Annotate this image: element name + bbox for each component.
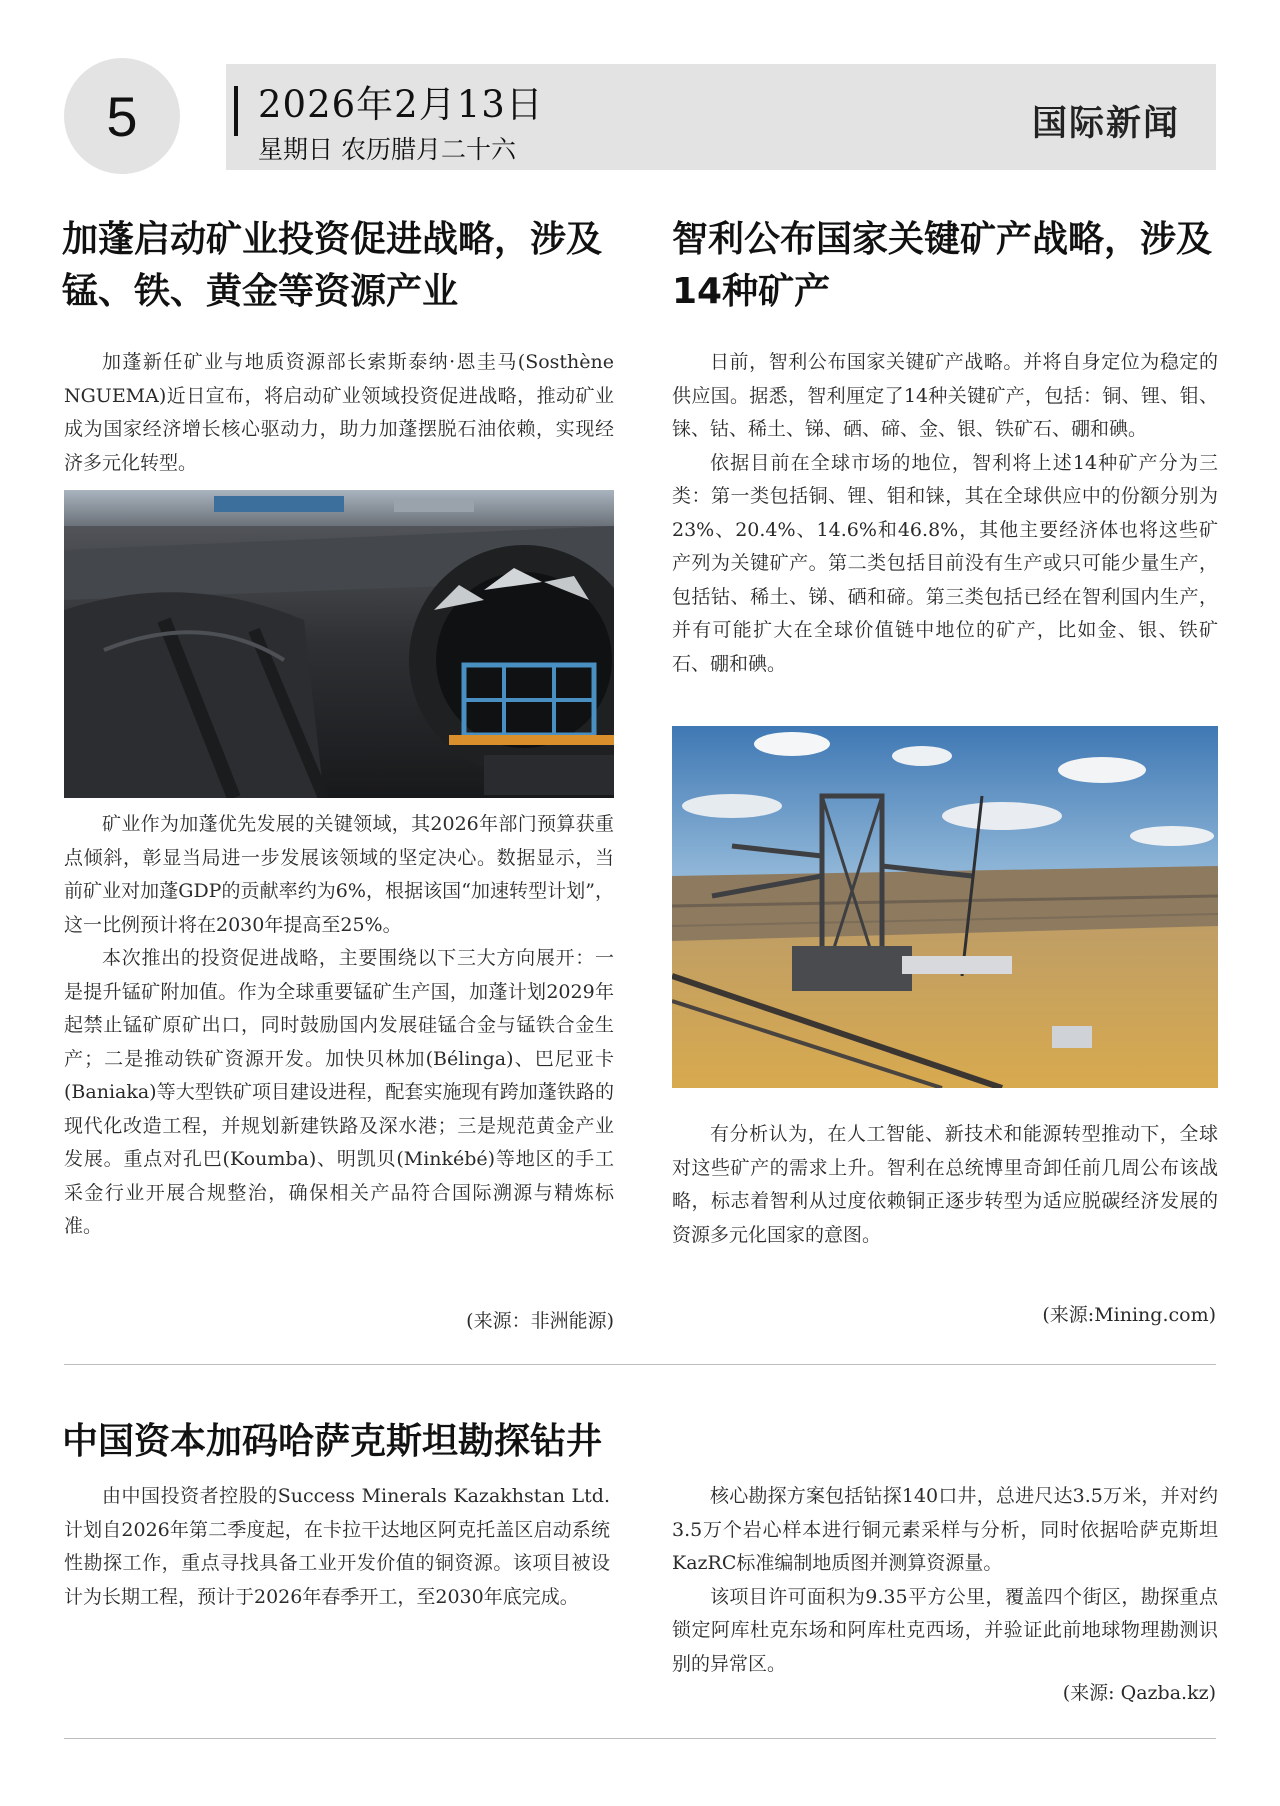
article3-body-left [64,1480,610,1614]
bottom-divider [64,1738,1216,1739]
article1-body-bottom [64,808,614,1244]
article2-paragraph-1: 日前，智利公布国家关键矿产战略。并将自身定位为稳定的供应国。据悉，智利厘定了14种关键矿产，包括：铜、锂、钼、铼、钴、稀土、锑、硒、碲、金、银、铁矿石、硼和碘。 [672,351,1218,440]
issue-date: 2026年2月13日 [258,83,544,126]
article1-paragraph-3: 本次推出的投资促进战略，主要围绕以下三大方向展开：一是提升锰矿附加值。作为全球重要锰矿生产国，加蓬计划2029年起禁止锰矿原矿出口，同时鼓励国内发展硅锰合金与锰铁合金生产；二是推动铁矿资源开发。加快贝林加(Bélinga)、巴尼亚卡(Baniaka)等大型铁矿项目建设进程，配套实施现有跨加蓬铁路的现代化改造工程，并规划新建铁路及深水港；三是规范黄金产业发展。重点对孔巴(Koumba)、明凯贝(Minkébé)等地区的手工采金行业开展合规整治，确保相关产品符合国际溯源与精炼标准。 [64,947,614,1237]
article2-paragraph-3: 有分析认为，在人工智能、新技术和能源转型推动下，全球对这些矿产的需求上升。智利在总统博里奇卸任前几周公布该战略，标志着智利从过度依赖铜正逐步转型为适应脱碳经济发展的资源多元化国家的意图。 [672,1123,1218,1246]
article2-headline-line1: 智利公布国家关键矿产战略，涉及 [672,219,1213,260]
article1-paragraph-2: 矿业作为加蓬优先发展的关键领域，其2026年部门预算获重点倾斜，彰显当局进一步发展该领域的坚定决心。数据显示，当前矿业对加蓬GDP的贡献率约为6%，根据该国“加速转型计划”，这一比例预计将在2030年提高至25%。 [64,813,614,936]
weekday-lunar-date: 星期日 农历腊月二十六 [258,135,516,164]
article1-headline-line2: 锰、铁、黄金等资源产业 [62,271,459,312]
article3-paragraph-3: 该项目许可面积为9.35平方公里，覆盖四个街区，勘探重点锁定阿库杜克东场和阿库杜克西场，并验证此前地球物理勘测识别的异常区。 [672,1585,1218,1675]
section-title: 国际新闻 [1031,104,1180,144]
open-pit-mine-photo [672,726,1218,1088]
article1-paragraph-1: 加蓬新任矿业与地质资源部长索斯泰纳·恩圭马(Sosthène NGUEMA)近日宣布，将启动矿业领域投资促进战略，推动矿业成为国家经济增长核心驱动力，助力加蓬摆脱石油依赖，实现经济多元化转型。 [64,351,614,474]
page-number: 5 [106,84,138,148]
article2-body-top [672,346,1218,681]
mine-excavator-photo [64,490,614,798]
article3-paragraph-2: 核心勘探方案包括钻探140口井，总进尺达3.5万米，并对约3.5万个岩心样本进行铜元素采样与分析，同时依据哈萨克斯坦KazRC标准编制地质图并测算资源量。 [672,1485,1218,1574]
header-divider [234,86,238,136]
article1-body-top [64,346,614,480]
article2-body-bottom [672,1118,1218,1252]
article1-headline-line1: 加蓬启动矿业投资促进战略，涉及 [62,219,603,260]
article3-source: (来源: Qazba.kz) [1062,1682,1216,1704]
article2-paragraph-2: 依据目前在全球市场的地位，智利将上述14种矿产分为三类：第一类包括铜、锂、钼和铼，其在全球供应中的份额分别为23%、20.4%、14.6%和46.8%，其他主要经济体也将这些矿产列为关键矿产。第二类包括目前没有生产或只可能少量生产，包括钴、稀土、锑、硒和碲。第三类包括已经在智利国内生产，并有可能扩大在全球价值链中地位的矿产，比如金、银、铁矿石、硼和碘。 [672,451,1218,675]
article1-source: (来源：非洲能源) [466,1310,614,1332]
article2-source: (来源:Mining.com) [1042,1304,1216,1326]
section-divider [64,1364,1216,1365]
article3-headline: 中国资本加码哈萨克斯坦勘探钻井 [62,1421,603,1462]
article2-headline [672,214,1262,318]
article1-headline [62,214,632,318]
page-number-badge [64,58,180,174]
article2-headline-line2: 14种矿产 [672,271,831,312]
article3-body-right [672,1480,1218,1681]
article3-paragraph-1: 由中国投资者控股的Success Minerals Kazakhstan Ltd.计划自2026年第二季度起，在卡拉干达地区阿克托盖区启动系统性勘探工作，重点寻找具备工业开发价值的铜资源。该项目被设计为长期工程，预计于2026年春季开工，至2030年底完成。 [64,1485,610,1608]
